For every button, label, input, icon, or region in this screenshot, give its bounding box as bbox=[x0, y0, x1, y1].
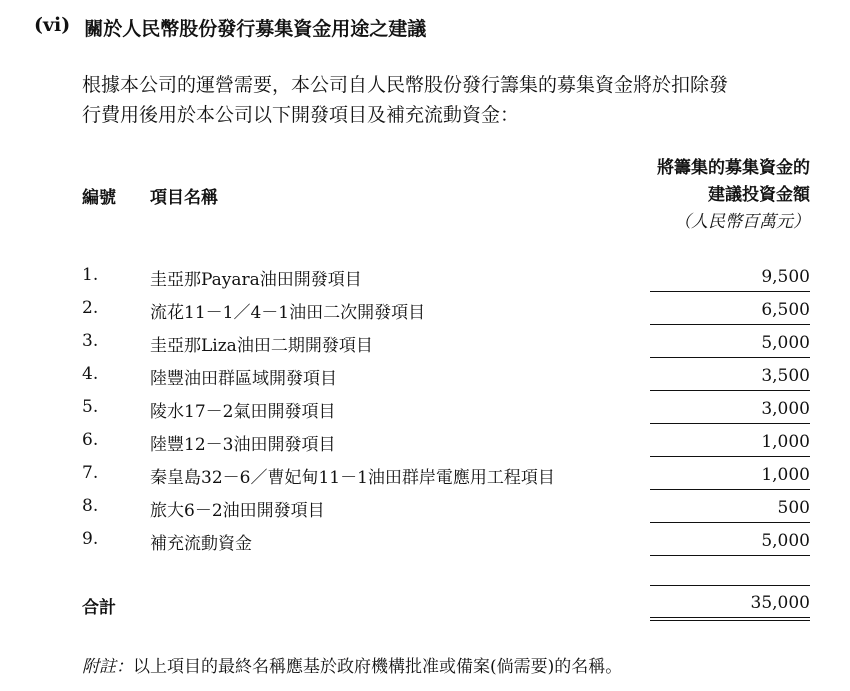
intro-line-1: 根據本公司的運營需要，本公司自人民幣股份發行籌集的募集資金將於扣除發 bbox=[82, 74, 729, 96]
total-row bbox=[0, 590, 850, 622]
amount-header-unit: （人民幣百萬元） bbox=[674, 212, 810, 232]
table-row bbox=[0, 260, 850, 293]
row-number: 1. bbox=[82, 265, 99, 285]
row-amount: 5,000 bbox=[650, 531, 810, 556]
section-heading bbox=[34, 14, 426, 41]
row-number: 8. bbox=[82, 496, 99, 516]
row-number: 6. bbox=[82, 430, 99, 450]
row-number: 5. bbox=[82, 397, 99, 417]
row-amount: 3,500 bbox=[650, 366, 810, 391]
row-project-name: 秦皇島32－6／曹妃甸11－1油田群岸電應用工程項目 bbox=[150, 468, 555, 488]
table-row bbox=[0, 293, 850, 326]
section-number: (vi) bbox=[34, 14, 71, 36]
row-number: 2. bbox=[82, 298, 99, 318]
intro-line-2: 行費用後用於本公司以下開發項目及補充流動資金： bbox=[82, 104, 520, 126]
row-amount: 9,500 bbox=[650, 267, 810, 292]
column-header-amount bbox=[657, 155, 810, 236]
row-number: 4. bbox=[82, 364, 99, 384]
row-project-name: 陵水17－2氣田開發項目 bbox=[150, 402, 336, 422]
table-row bbox=[0, 524, 850, 557]
project-table-body bbox=[0, 260, 850, 557]
intro-paragraph bbox=[82, 70, 822, 130]
section-title: 關於人民幣股份發行募集資金用途之建議 bbox=[84, 18, 427, 40]
footnote-text: 以上項目的最終名稱應基於政府機構批准或備案(倘需要)的名稱。 bbox=[133, 657, 623, 677]
amount-header-line-1: 將籌集的募集資金的 bbox=[657, 158, 810, 178]
total-top-rule bbox=[650, 585, 810, 586]
row-amount: 6,500 bbox=[650, 300, 810, 325]
column-header-number: 編號 bbox=[82, 188, 116, 208]
footnote bbox=[82, 652, 622, 677]
row-project-name: 陸豐油田群區域開發項目 bbox=[150, 369, 337, 389]
row-number: 3. bbox=[82, 331, 99, 351]
row-project-name: 補充流動資金 bbox=[150, 534, 252, 554]
table-row bbox=[0, 458, 850, 491]
row-project-name: 圭亞那Liza油田二期開發項目 bbox=[150, 336, 373, 356]
row-number: 7. bbox=[82, 463, 99, 483]
row-project-name: 圭亞那Payara油田開發項目 bbox=[150, 270, 362, 290]
column-header-project-name: 項目名稱 bbox=[150, 188, 218, 208]
table-row bbox=[0, 425, 850, 458]
table-row bbox=[0, 359, 850, 392]
total-label: 合計 bbox=[82, 598, 116, 618]
row-project-name: 流花11－1／4－1油田二次開發項目 bbox=[150, 303, 426, 323]
row-amount: 500 bbox=[650, 498, 810, 523]
row-amount: 3,000 bbox=[650, 399, 810, 424]
row-amount: 5,000 bbox=[650, 333, 810, 358]
table-row bbox=[0, 491, 850, 524]
row-amount: 1,000 bbox=[650, 465, 810, 490]
total-amount: 35,000 bbox=[650, 593, 810, 621]
row-number: 9. bbox=[82, 529, 99, 549]
table-row bbox=[0, 392, 850, 425]
footnote-prefix: 附註： bbox=[82, 657, 133, 677]
row-project-name: 旅大6－2油田開發項目 bbox=[150, 501, 325, 521]
row-project-name: 陸豐12－3油田開發項目 bbox=[150, 435, 336, 455]
table-row bbox=[0, 326, 850, 359]
row-amount: 1,000 bbox=[650, 432, 810, 457]
amount-header-line-2: 建議投資金額 bbox=[708, 185, 810, 205]
